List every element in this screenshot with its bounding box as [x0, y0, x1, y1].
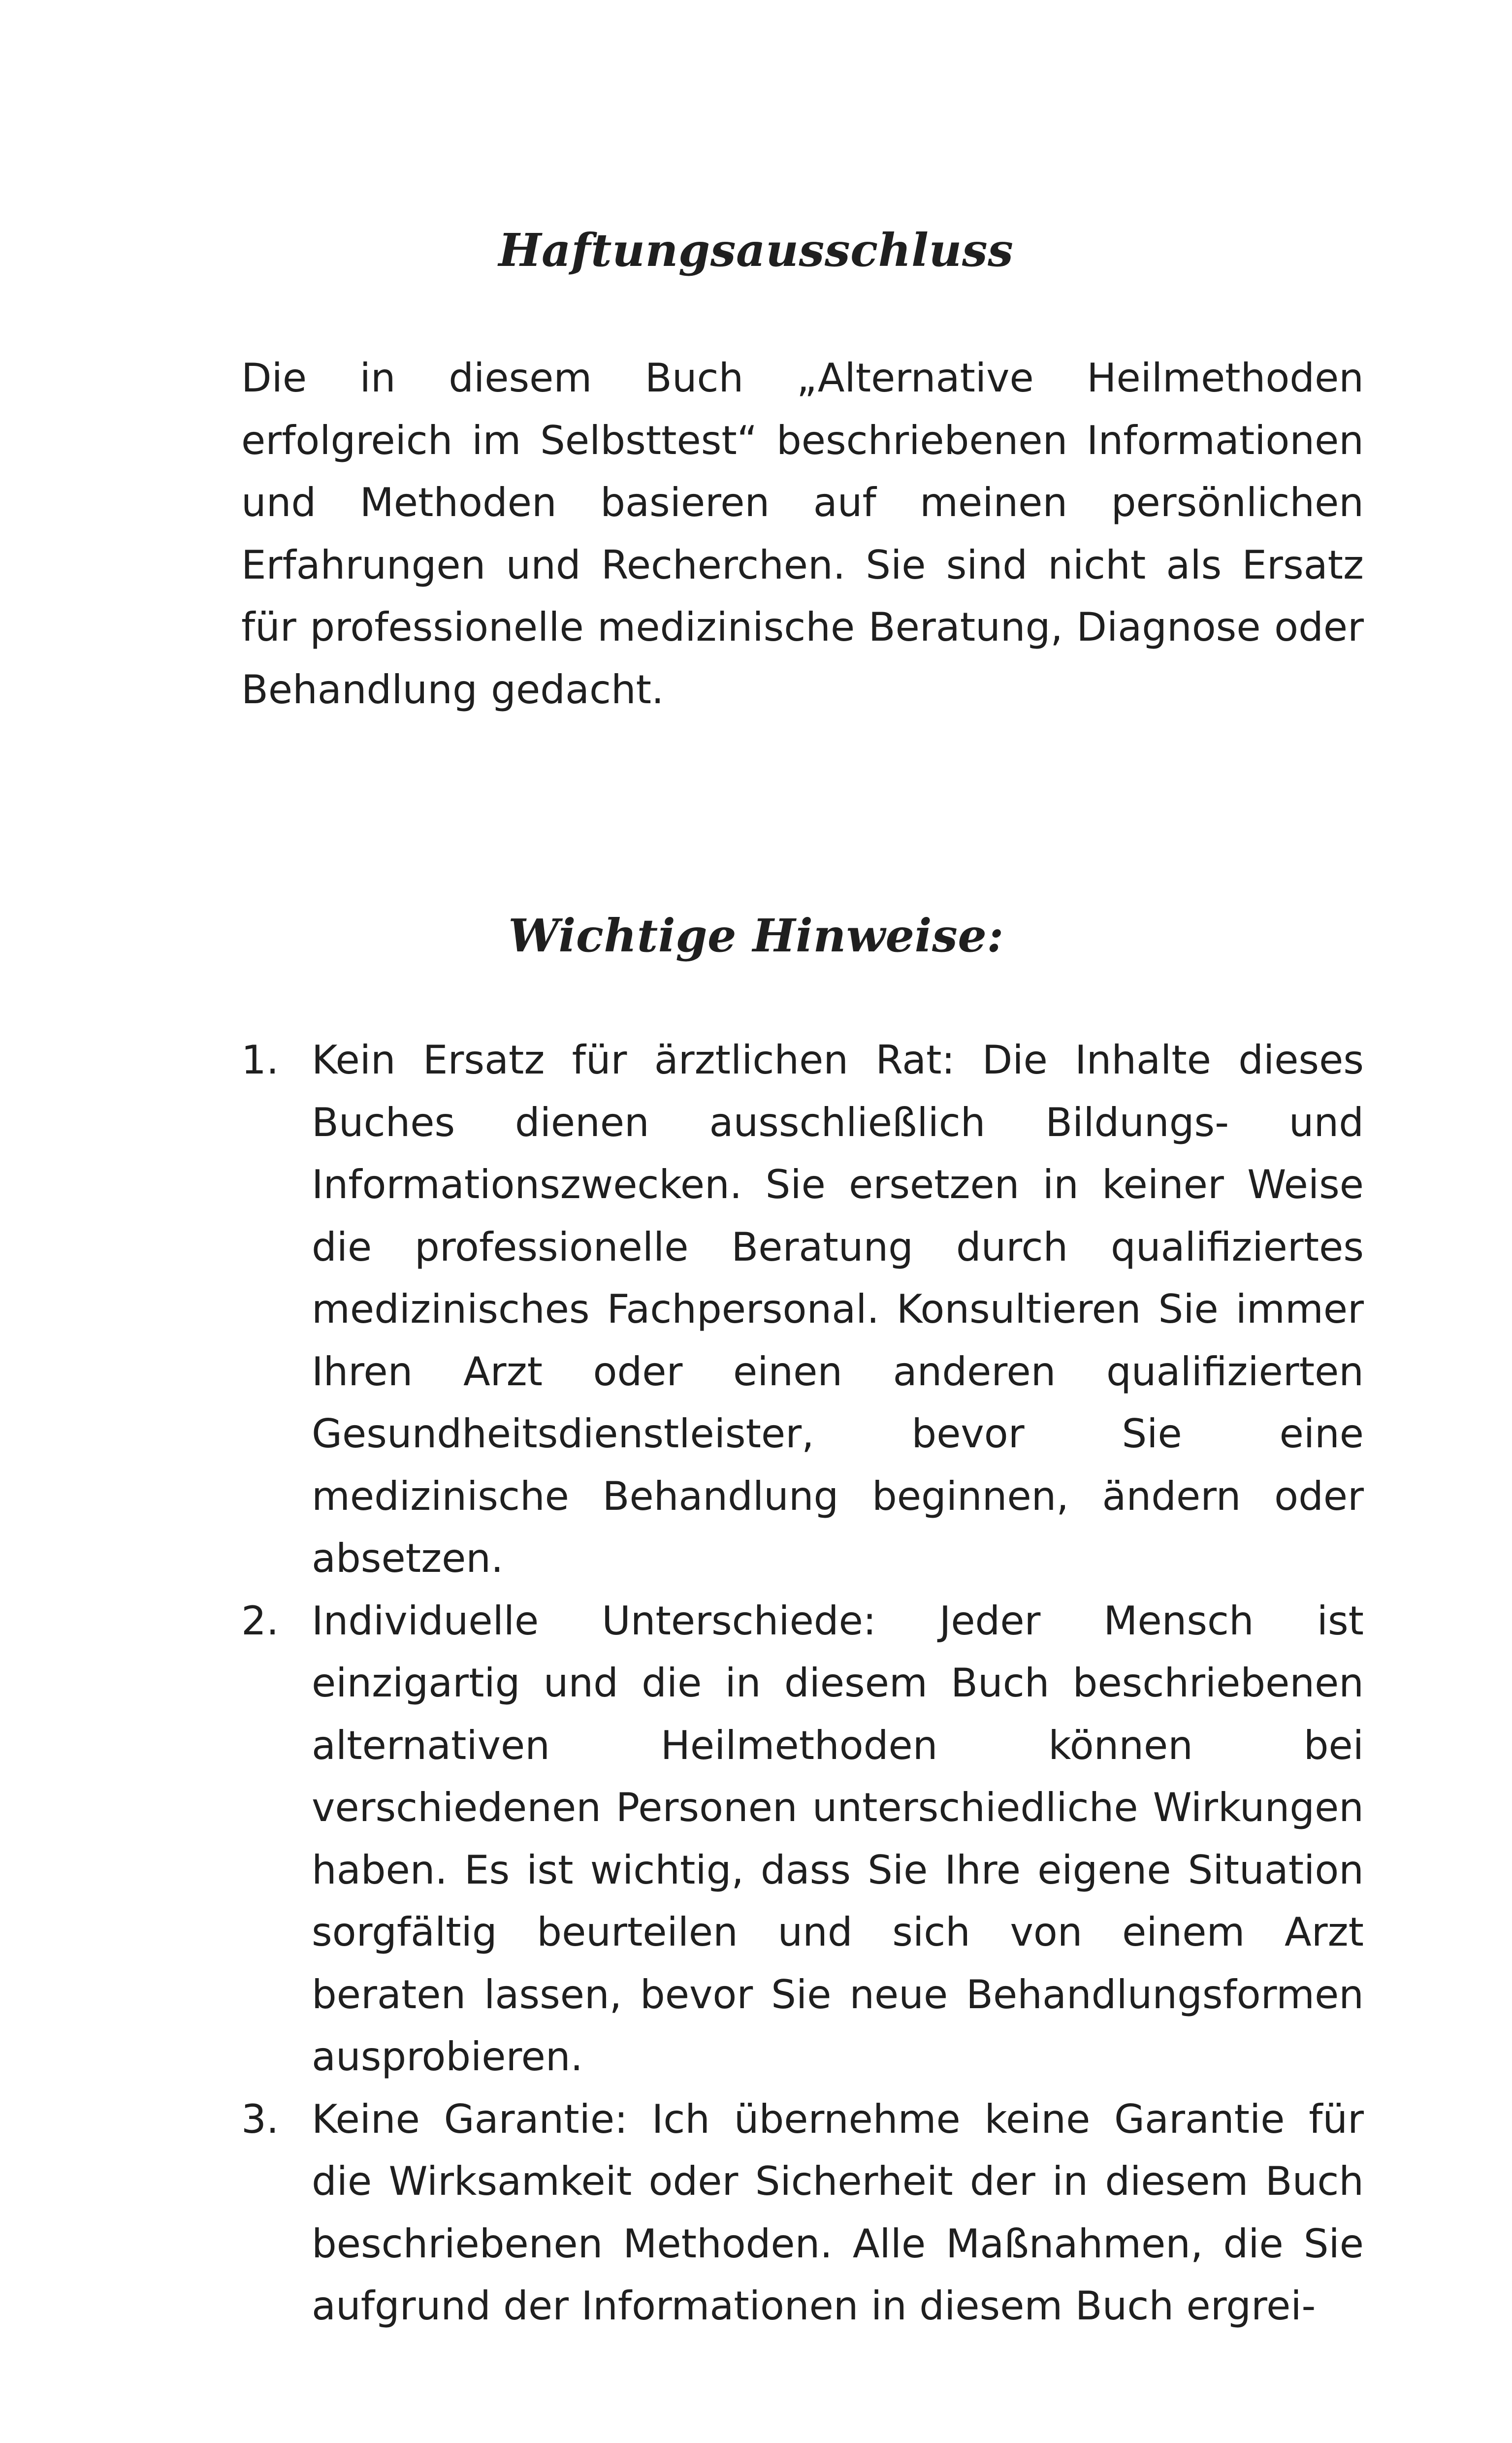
- notes-title: Wichtige Hinweise:: [508, 909, 1004, 962]
- note-item-2: [241, 1590, 1364, 2088]
- note-item-3: [241, 2088, 1364, 2338]
- note-text: Individuelle Unterschiede: Jeder Mensch ist einzigartig und die in diesem Buch beschriebenen alternativen Heilmethoden können bei verschiedenen Personen unterschiedliche Wirkungen haben. Es ist wichtig, dass Sie Ihre eigene Situation sorgfältig beurteilen und sich von einem Arzt beraten lassen, bevor Sie neue Behandlungsformen ausprobieren.: [312, 1597, 1364, 2080]
- disclaimer-title: Haftungsausschluss: [498, 224, 1014, 277]
- note-item-1: [241, 1029, 1364, 1590]
- notes-list: [241, 1029, 1364, 2338]
- note-number: 3.: [241, 2096, 279, 2142]
- note-number: 2.: [241, 1597, 279, 1644]
- disclaimer-paragraph: Die in diesem Buch „Alternative Heilmethoden erfolgreich im Selbsttest“ beschriebenen Informationen und Methoden basieren auf meinen persönlichen Erfahrungen und Recherchen. Sie sind nicht als Ersatz für professionelle medizinische Beratung, Diagnose oder Behandlung gedacht.: [241, 355, 1364, 713]
- note-text: Kein Ersatz für ärztlichen Rat: Die Inhalte dieses Buches dienen ausschließlich Bildungs- und Informationszwecken. Sie ersetzen in keiner Weise die professionelle Beratung durch qualifiziertes medizinisches Fachpersonal. Konsultieren Sie immer Ihren Arzt oder einen anderen qualifizierten Gesundheitsdienstleister, bevor Sie eine medizinische Behandlung beginnen, ändern oder absetzen.: [312, 1037, 1364, 1581]
- note-number: 1.: [241, 1037, 279, 1083]
- note-text: Keine Garantie: Ich übernehme keine Garantie für die Wirksamkeit oder Sicherheit der in diesem Buch beschriebenen Methoden. Alle Maßnahmen, die Sie aufgrund der Informationen in diesem Buch ergrei-: [312, 2096, 1364, 2329]
